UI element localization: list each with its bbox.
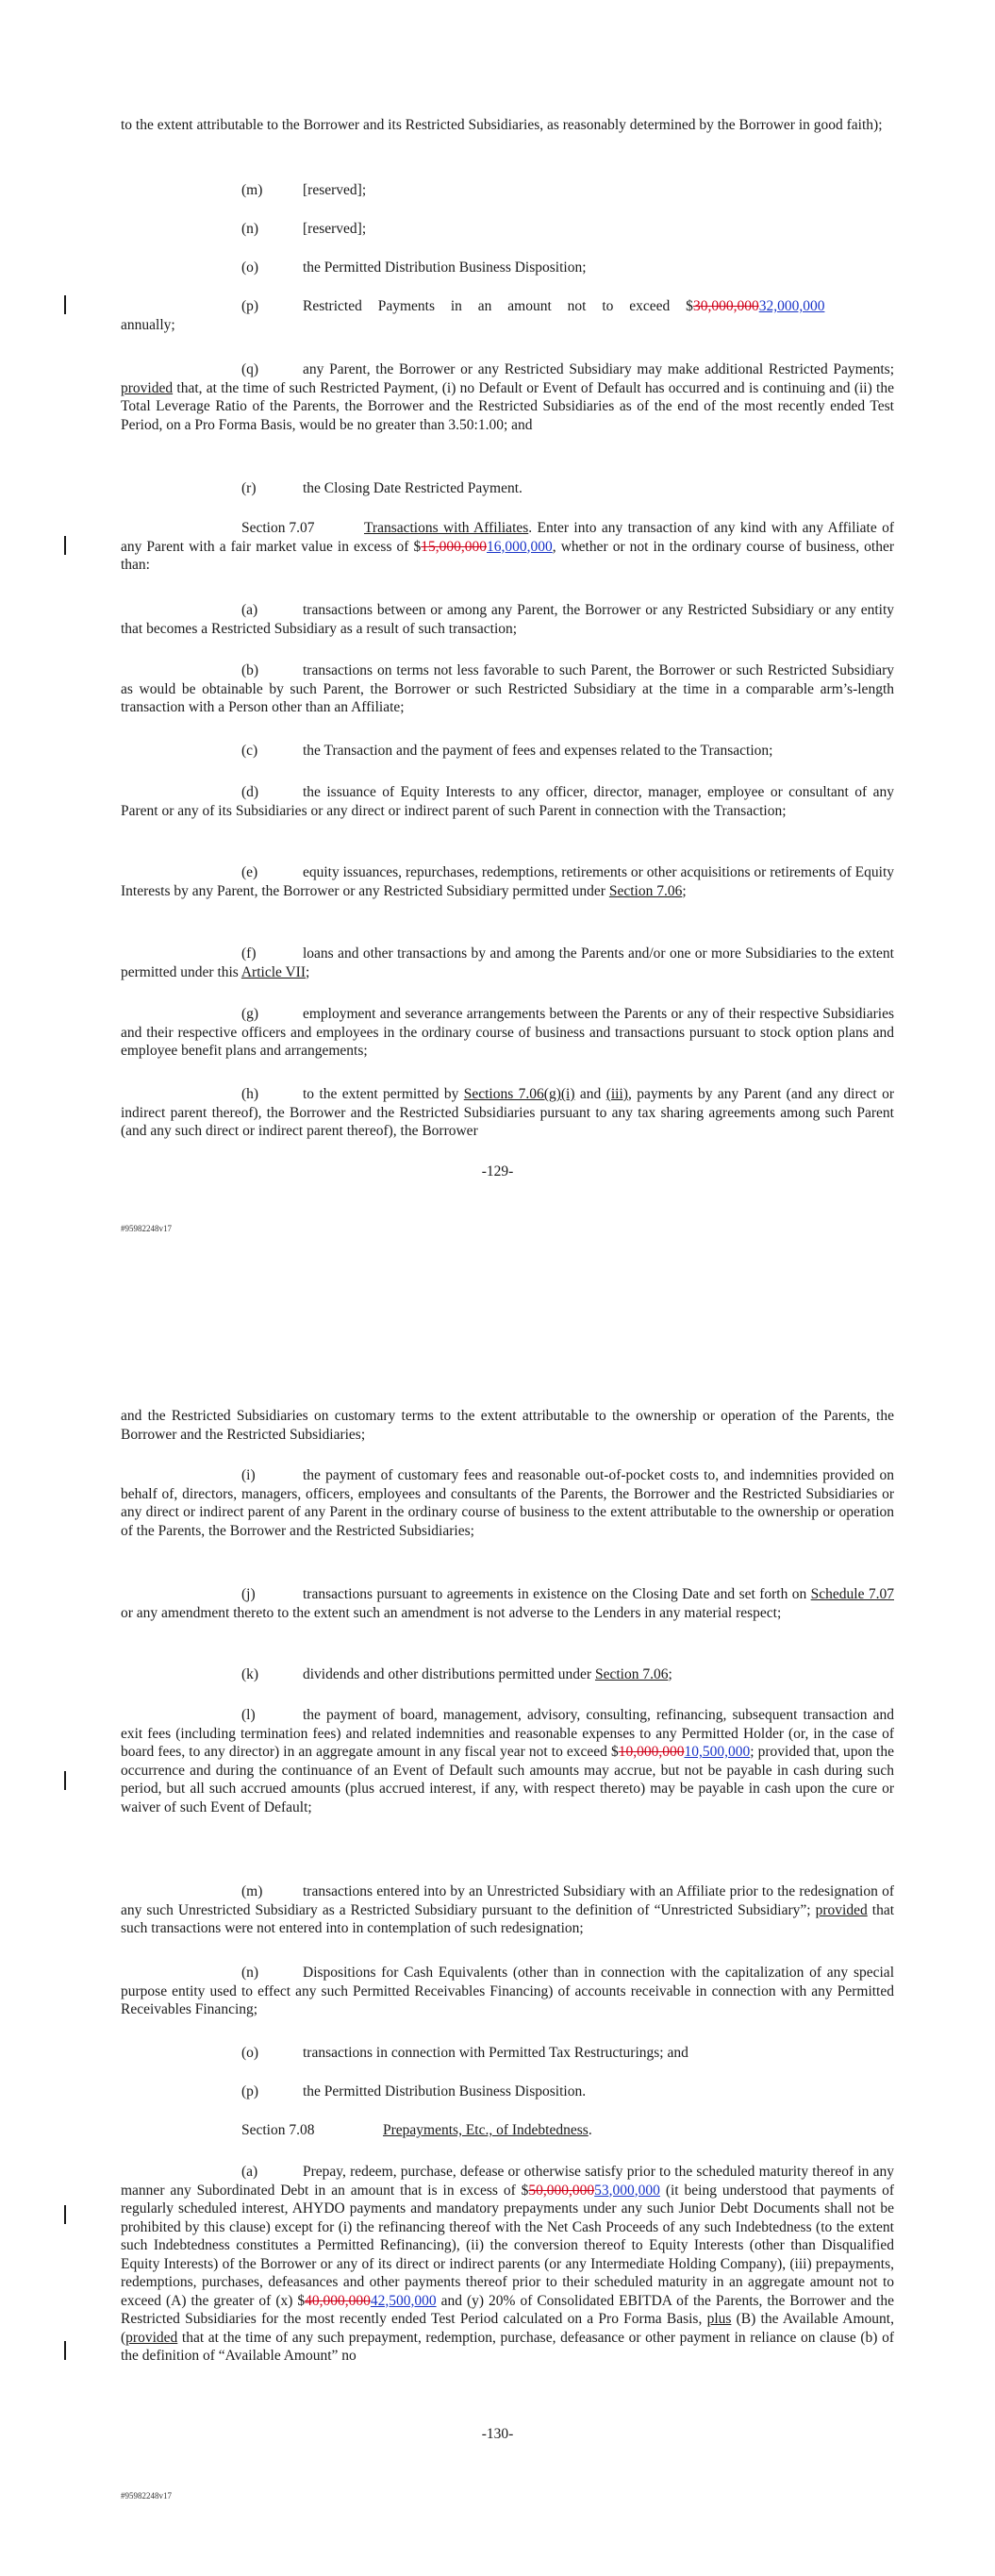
clause-a: (a) Prepay, redeem, purchase, defease or otherwise satisfy prior to the scheduled maturity thereof in any manner any Subordinated Debt in an amount that is in excess of $50,000,00053,000,000 (it being understood that payments of regularly scheduled interest, AHYDO payments and mandatory prepayments under any such Junior Debt Documents shall not be prohibited by this clause) except for (i) the refinancing thereof with the Net Cash Proceeds of any such Indebtedness (to the extent such Indebtedness constitutes a Permitted Refinancing), (ii) the conversion thereof to Equity Interests (other than Disqualified Equity Interests) of the Borrower or any of its direct or indirect parents (or any Intermediate Holding Company), (iii) prepayments, redemptions, purchases, defeasances and other payments thereof prior to their scheduled maturity in an aggregate amount not to exceed (A) the greater of (x) $40,000,00042,500,000 and (y) 20% of Consolidated EBITDA of the Parents, the Borrower and the Restricted Subsidiaries for the most recently ended Test Period calculated on a Pro Forma Basis, plus (B) the Available Amount, (provided that at the time of any such prepayment, redemption, purchase, defeasance or other payment in reliance on clause (b) of the definition of “Available Amount” no: [121, 2164, 894, 2364]
section-reference: Section 7.06: [594, 1666, 669, 1682]
schedule-reference: Schedule 7.07: [810, 1586, 894, 1602]
clause-e: (e) equity issuances, repurchases, redemptions, retirements or other acquisitions or retirements of Equity Interests by any Parent, the Borrower or any Restricted Subsidiary permitted under Section 7.06;: [121, 864, 894, 899]
clause-c: (c) the Transaction and the payment of fees and expenses related to the Transaction;: [241, 743, 773, 759]
clause-q: (q) any Parent, the Borrower or any Restricted Subsidiary may make additional Restricted Payments; provided that, at the time of such Restricted Payment, (i) no Default or Event of Default has occurred and is continuing and (ii) the Total Leverage Ratio of the Parents, the Borrower and the Restricted Subsidiaries as of the end of the most recently ended Test Period, on a Pro Forma Basis, would be no greater than 3.50:1.00; and: [121, 361, 894, 433]
clause-j: (j) transactions pursuant to agreements in existence on the Closing Date and set forth on Schedule 7.07 or any amendment thereto to the extent such an amendment is not adverse to the Lenders in any material respect;: [121, 1586, 894, 1621]
clause-a: (a) transactions between or among any Parent, the Borrower or any Restricted Subsidiary or any entity that becomes a Restricted Subsidiary as a result of such transaction;: [121, 602, 894, 637]
section-reference: Sections 7.06(g)(i): [463, 1086, 575, 1102]
inserted-amount: 16,000,000: [487, 538, 553, 555]
clause-k: (k) dividends and other distributions permitted under Section 7.06;: [241, 1666, 672, 1682]
clause-d: (d) the issuance of Equity Interests to any officer, director, manager, employee or consultant of any Parent or any of its Subsidiaries or any direct or indirect parent of such Parent in connection with the Transaction;: [121, 784, 894, 819]
section-reference: Section 7.06: [608, 882, 683, 899]
change-bar: [64, 295, 66, 314]
deleted-amount: 15,000,000: [421, 538, 488, 555]
section-7-08: Section 7.08 Prepayments, Etc., of Indebtedness.: [241, 2122, 592, 2138]
deleted-amount: 10,000,000: [618, 1744, 685, 1760]
clause-l: (l) the payment of board, management, advisory, consulting, refinancing, subsequent transaction and exit fees (including termination fees) and related indemnities and reasonable expenses to any Permitted Holder (or, in the case of board fees, to any director) in an aggregate amount in any fiscal year not to exceed $10,000,00010,500,000; provided that, upon the occurrence and during the continuance of an Event of Default such amounts may accrue, but not be payable in cash during such period, but all such accrued amounts (plus accrued interest, if any, with respect thereto) may be payable in cash upon the cure or waiver of such Event of Default;: [121, 1707, 894, 1815]
change-bar: [64, 1771, 66, 1790]
page-number: -129-: [481, 1163, 514, 1179]
article-reference: Article VII: [240, 963, 307, 980]
clause-n: (n) [reserved];: [241, 221, 367, 237]
change-bar: [64, 536, 66, 555]
clause-i: (i) the payment of customary fees and reasonable out-of-pocket costs to, and indemnities provided on behalf of, directors, managers, officers, employees and consultants of the Parents, the Borrower and the Restricted Subsidiaries or any direct or indirect parent of any Parent in the ordinary course of business to the extent attributable to the ownership or operation of the Parents, the Borrower and the Restricted Subsidiaries;: [121, 1467, 894, 1539]
continuation-paragraph: to the extent attributable to the Borrower and its Restricted Subsidiaries, as reasonably determined by the Borrower in good faith);: [121, 117, 883, 133]
inserted-amount: 10,500,000: [684, 1744, 751, 1760]
clause-o: (o) the Permitted Distribution Business Disposition;: [241, 259, 587, 276]
page-129: [0, 0, 995, 1264]
section-heading: Transactions with Affiliates: [364, 520, 529, 536]
page-number: -130-: [481, 2426, 514, 2442]
deleted-amount: 40,000,000: [305, 2292, 371, 2309]
continuation-paragraph: and the Restricted Subsidiaries on customary terms to the extent attributable to the ownership or operation of the Parents, the Borrower and the Restricted Subsidiaries;: [121, 1408, 894, 1443]
deleted-amount: 50,000,000: [528, 2182, 595, 2199]
clause-o: (o) transactions in connection with Permitted Tax Restructurings; and: [241, 2045, 688, 2061]
section-heading: Prepayments, Etc., of Indebtedness: [383, 2122, 589, 2138]
clause-m: (m) [reserved];: [241, 182, 367, 198]
page-130: [0, 1288, 995, 2576]
clause-p: (p) the Permitted Distribution Business Disposition.: [241, 2083, 587, 2099]
clause-b: (b) transactions on terms not less favorable to such Parent, the Borrower or such Restricted Subsidiary as would be obtainable by such Parent, the Borrower or such Restricted Subsidiary at the time in a comparable arm’s-length transaction with a Person other than an Affiliate;: [121, 662, 894, 715]
clause-p: (p) Restricted Payments in an amount not to exceed $30,000,00032,000,000 annually;: [121, 298, 825, 333]
inserted-amount: 53,000,000: [594, 2182, 660, 2199]
clause-r: (r) the Closing Date Restricted Payment.: [241, 480, 522, 496]
inserted-amount: 42,500,000: [370, 2292, 437, 2309]
clause-g: (g) employment and severance arrangements between the Parents or any of their respective Subsidiaries and their respective officers and employees in the ordinary course of business and transactions pursuant to stock option plans and employee benefit plans and arrangements;: [121, 1006, 894, 1059]
deleted-amount: 30,000,000: [692, 298, 759, 314]
clause-h: (h) to the extent permitted by Sections 7.06(g)(i) and (iii), payments by any Parent (and any direct or indirect parent thereof), the Borrower and the Restricted Subsidiaries pursuant to any tax sharing agreements among such Parent (and any such direct or indirect parent thereof), the Borrower: [121, 1086, 894, 1139]
change-bar: [64, 2205, 66, 2224]
section-7-07: Section 7.07 Transactions with Affiliates. Enter into any transaction of any kind with any Affiliate of any Parent with a fair market value in excess of $15,000,00016,000,000, whether or not in the ordinary course of business, other than:: [121, 520, 894, 573]
document-id: #95982248v17: [121, 1224, 172, 1233]
clause-m: (m) transactions entered into by an Unrestricted Subsidiary with an Affiliate prior to the redesignation of any such Unrestricted Subsidiary as a Restricted Subsidiary pursuant to the definition of “Unrestricted Subsidiary”; provided that such transactions were not entered into in contemplation of such redesignation;: [121, 1883, 895, 1936]
clause-n: (n) Dispositions for Cash Equivalents (other than in connection with the capitalization of any special purpose entity used to effect any such Permitted Receivables Financing) of accounts receivable in connection with any Permitted Receivables Financing;: [121, 1965, 894, 2017]
document-id: #95982248v17: [121, 2491, 172, 2501]
change-bar: [64, 2341, 66, 2360]
clause-f: (f) loans and other transactions by and among the Parents and/or one or more Subsidiaries to the extent permitted under this Article VII;: [121, 945, 894, 980]
inserted-amount: 32,000,000: [758, 298, 825, 314]
section-reference: (iii): [605, 1086, 628, 1102]
